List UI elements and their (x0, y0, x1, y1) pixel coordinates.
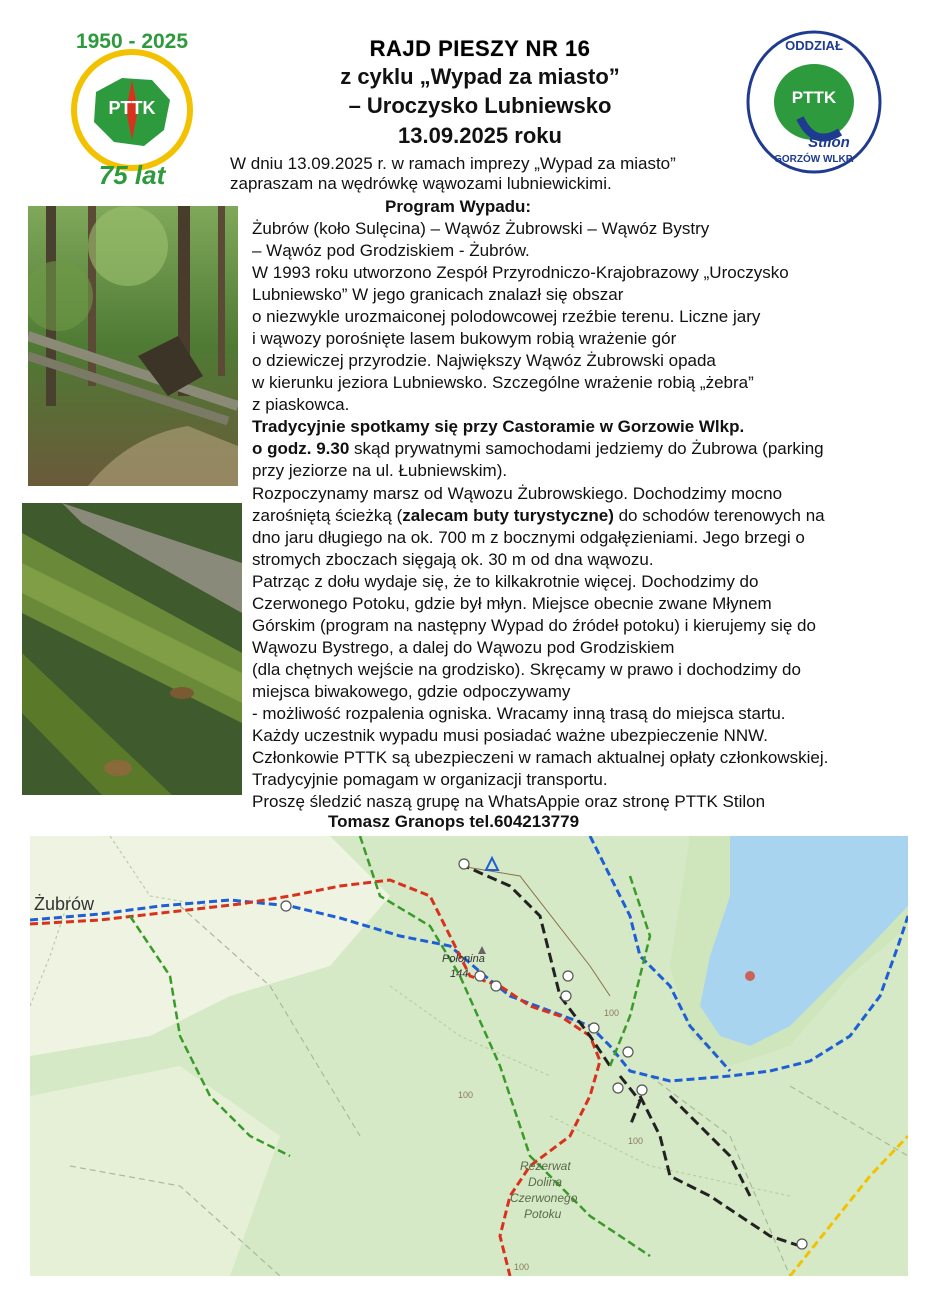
body-line: przy jeziorze na ul. Łubniewskim). (252, 461, 508, 480)
program-heading: Program Wypadu: (385, 197, 532, 216)
body-line: Rozpoczynamy marsz od Wąwozu Żubrowskiego. Dochodzimy mocno (252, 484, 783, 503)
body-line: stromych zboczach sięgają ok. 30 m od dna wąwozu. (252, 550, 654, 569)
body-line: w kierunku jeziora Lubniewsko. Szczególne wrażenie robią „żebra” (252, 373, 754, 392)
map-reserve-label: Rezerwat (520, 1159, 571, 1173)
map-reserve-label: Dolina (528, 1175, 563, 1189)
logo-oddzial: ODDZIAŁ (785, 38, 843, 53)
body-line: miejsca biwakowego, gdzie odpoczywamy (252, 682, 571, 701)
body-line: (dla chętnych wejście na grodzisko). Skręcamy w prawo i dochodzimy do (252, 660, 801, 679)
event-series: z cyklu „Wypad za miasto” (340, 64, 620, 89)
pttk-stilon-logo (744, 28, 884, 176)
contour-label: 100 (514, 1262, 530, 1272)
body-line: Członkowie PTTK są ubezpieczeni w ramach aktualnej opłaty członkowskiej. (252, 748, 829, 767)
mossy-log-photo (22, 503, 242, 795)
logo-stilon: Stilon (808, 134, 850, 151)
body-line (252, 506, 825, 526)
map-reserve-label: Czerwonego (510, 1191, 578, 1205)
page-title: RAJD PIESZY NR 16 (369, 36, 591, 61)
body-line (252, 439, 824, 459)
map-reserve-label: Potoku (524, 1207, 562, 1221)
logo-brand: PTTK (108, 98, 156, 118)
body-line: Proszę śledzić naszą grupę na WhatsAppie oraz stronę PTTK Stilon (252, 792, 766, 811)
body-span: do schodów terenowych na (613, 506, 825, 525)
map-canvas (30, 836, 908, 1276)
logo-right-brand: PTTK (791, 88, 837, 107)
pttk-75-logo (52, 30, 212, 200)
event-place: – Uroczysko Lubniewsko (348, 93, 612, 118)
body-span: skąd prywatnymi samochodami jedziemy do Żubrowa (parking (349, 439, 824, 458)
trail-map (30, 836, 908, 1276)
logo-city: GORZÓW WLKP. (774, 154, 854, 165)
logo-anniversary: 75 lat (98, 160, 166, 190)
body-line: W 1993 roku utworzono Zespół Przyrodniczo-Krajobrazowy „Uroczysko (252, 263, 789, 282)
intro-line: W dniu 13.09.2025 r. w ramach imprezy „Wypad za miasto” (230, 154, 676, 173)
map-town-label: Żubrów (34, 894, 95, 914)
body-line: – Wąwóz pod Grodziskiem - Żubrów. (252, 241, 530, 260)
meeting-line: Tradycyjnie spotkamy się przy Castoramie w Gorzowie Wlkp. (252, 417, 745, 436)
svg-text:N: N (88, 96, 95, 106)
map-peak-height: 144 (450, 968, 469, 980)
logo-years: 1950 - 2025 (75, 30, 189, 53)
body-line: o niezwykle urozmaiconej polodowcowej rzeźbie terenu. Liczne jary (252, 307, 761, 326)
map-peak-name: Połonina (442, 953, 485, 965)
body-line: Czerwonego Potoku, gdzie był młyn. Miejsce obecnie zwane Młynem (252, 594, 772, 613)
body-line: Patrząc z dołu wydaje się, że to kilkakrotnie więcej. Dochodzimy do (252, 572, 759, 591)
body-line: Każdy uczestnik wypadu musi posiadać ważne ubezpieczenie NNW. (252, 726, 768, 745)
body-line: Lubniewsko” W jego granicach znalazł się obszar (252, 285, 624, 304)
contour-label: 100 (604, 1008, 620, 1018)
event-date: 13.09.2025 roku (398, 123, 562, 148)
body-line: o dziewiczej przyrodzie. Największy Wąwóz Żubrowski opada (252, 351, 716, 370)
body-line: Tradycyjnie pomagam w organizacji transportu. (252, 770, 608, 789)
body-line: Górskim (program na następny Wypad do źródeł potoku) i kierujemy się do (252, 616, 816, 635)
forest-ravine-photo (28, 206, 238, 486)
body-line: - możliwość rozpalenia ogniska. Wracamy inną trasą do miejsca startu. (252, 704, 786, 723)
body-span: zarośniętą ścieżką ( (252, 506, 403, 525)
body-line: z piaskowca. (252, 395, 350, 414)
body-line: dno jaru długiego na ok. 700 m z bocznymi odgałęzieniami. Jego brzegi o (252, 528, 805, 547)
body-line: Wąwozu Bystrego, a dalej do Wąwozu pod Grodziskiem (252, 638, 675, 657)
signature: Tomasz Granops tel.604213779 (328, 812, 580, 831)
contour-label: 100 (458, 1090, 474, 1100)
body-line: Żubrów (koło Sulęcina) – Wąwóz Żubrowski – Wąwóz Bystry (252, 219, 710, 238)
intro-line: zapraszam na wędrówkę wąwozami lubniewickimi. (230, 174, 612, 193)
contour-label: 100 (628, 1136, 644, 1146)
meeting-time: o godz. 9.30 (252, 439, 350, 458)
body-line: i wąwozy porośnięte lasem bukowym robią wrażenie gór (252, 329, 677, 348)
shoe-advice: zalecam buty turystyczne) (402, 506, 614, 525)
